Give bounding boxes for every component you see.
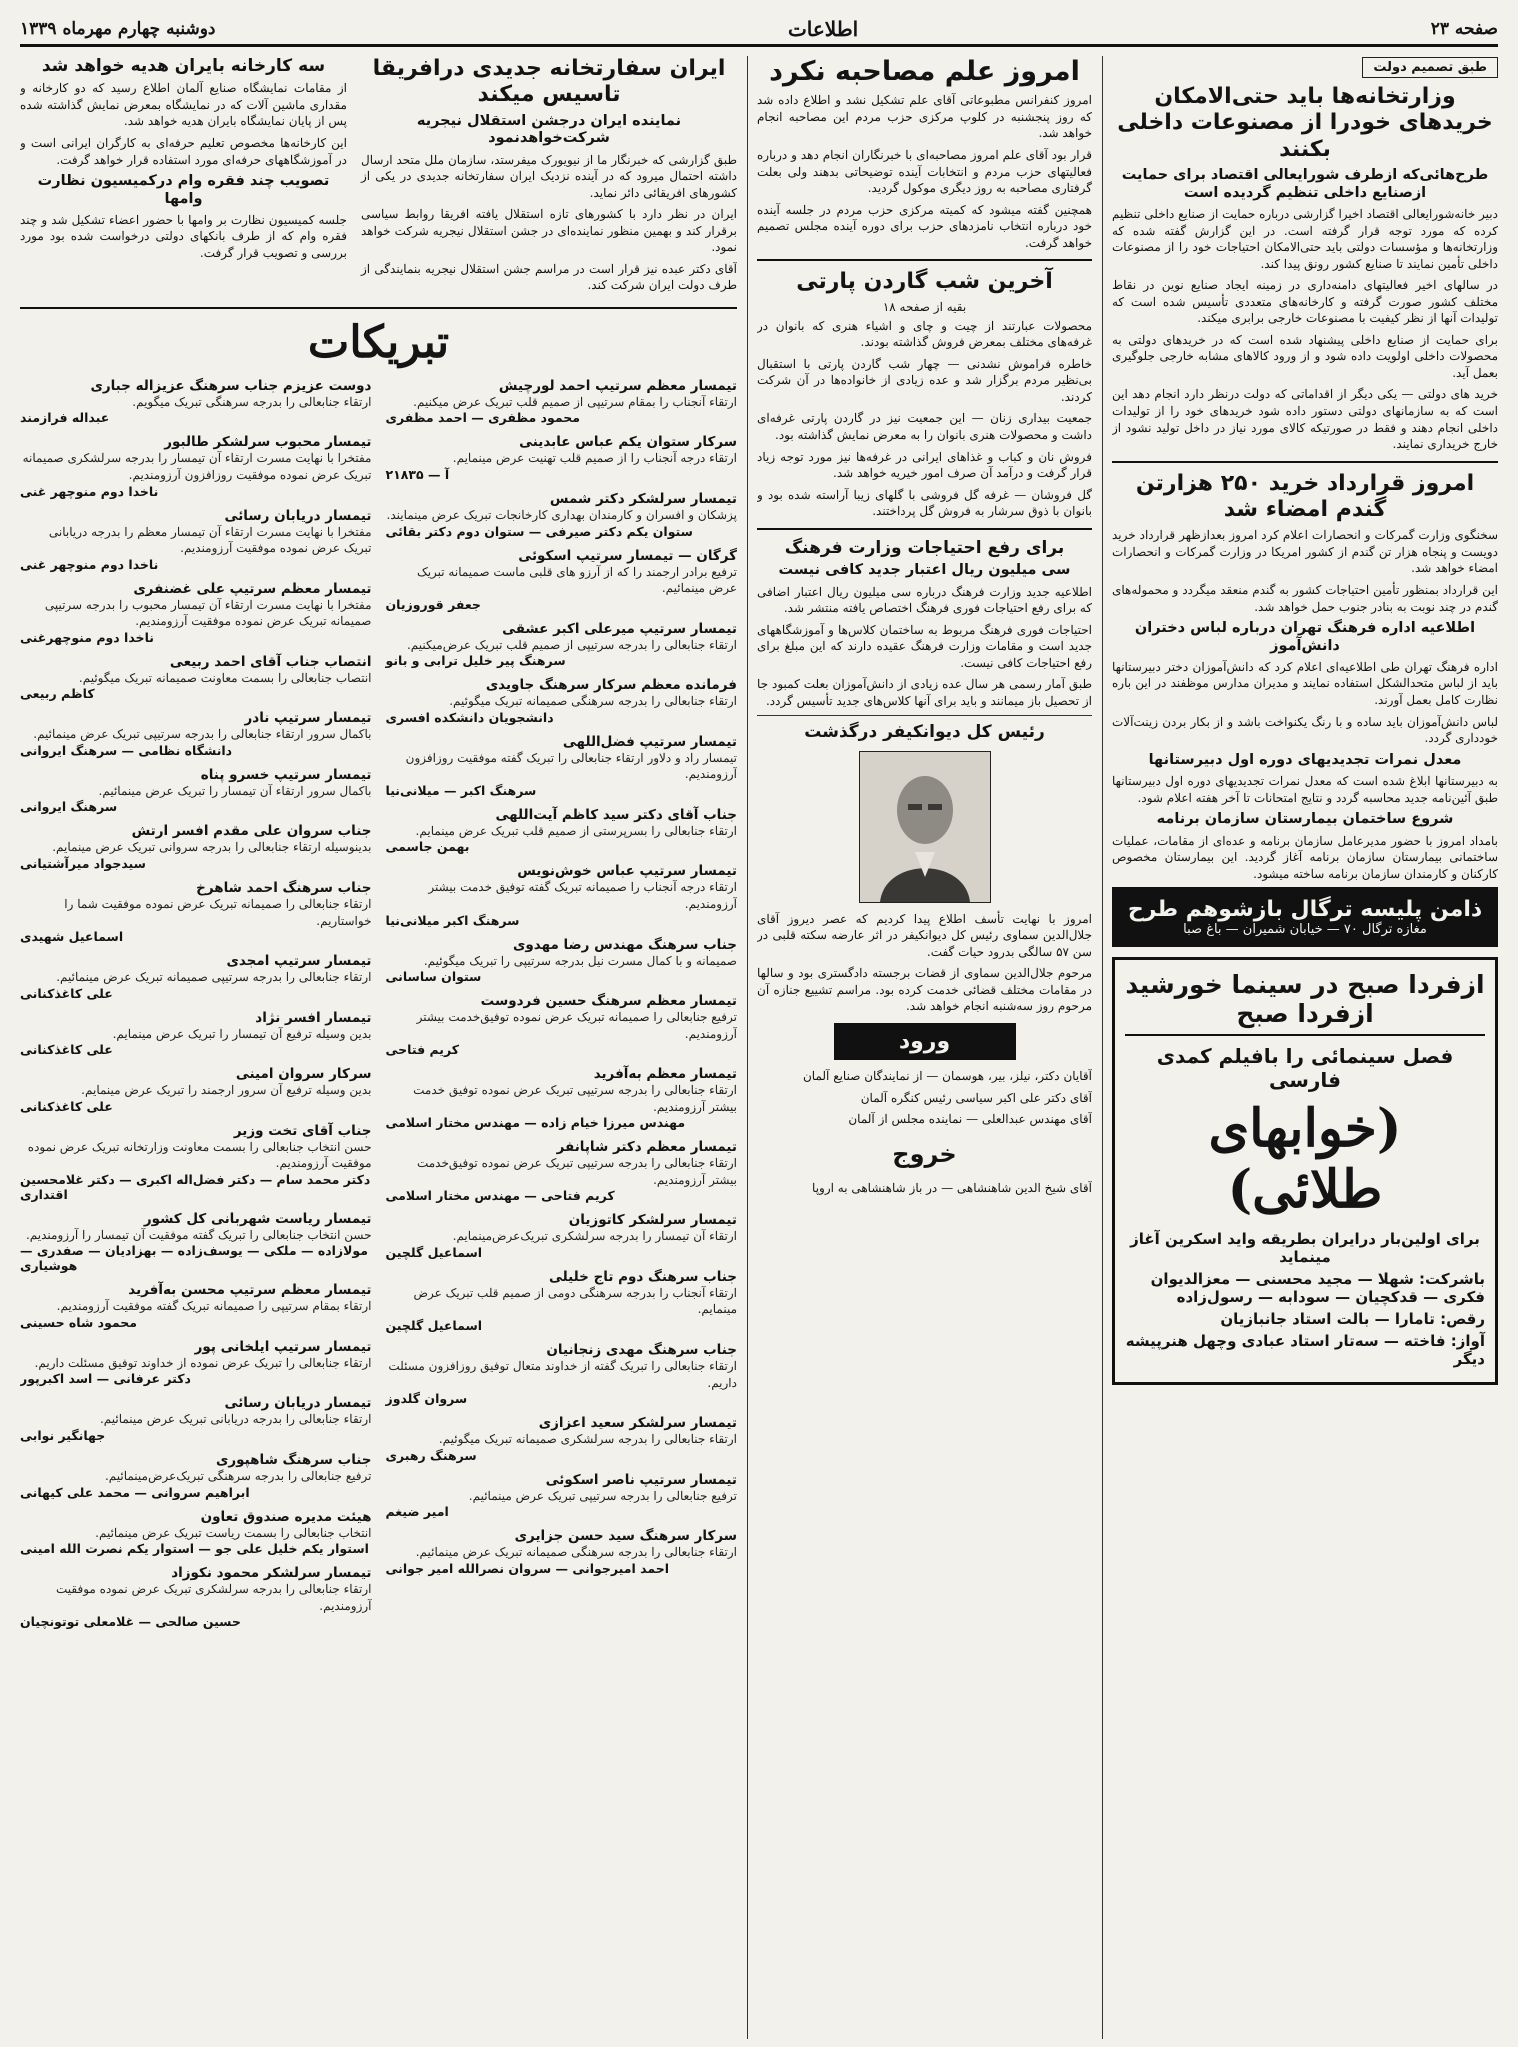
article-paragraph: آقای دکتر عبده نیز قرار است در مراسم جشن استقلال نیجریه بنمایندگی از طرف دولت ایران شرکت کند.: [360, 261, 737, 293]
greeting-message: ارتقاء بمقام سرتیپی را صمیمانه تبریک گفته موفقیت آرزومندیم.: [56, 1299, 372, 1314]
arrivals-label: ورود: [834, 1023, 1016, 1060]
article-paragraph: امروز با نهایت تأسف اطلاع پیدا کردیم که عصر دیروز آقای جلال‌الدین سماوی رئیس کل دیوانکیفر در اثر عارضه سکته قلبی در سن ۵۷ سالگی بدرود حیات گفت.: [757, 911, 1092, 959]
greeting-recipient: تیمسار سرتیپ ایلخانی پور: [194, 1338, 372, 1355]
greeting-signature: دکتر عرفانی — اسد اکبرپور: [20, 1371, 191, 1387]
greeting-signature: جهانگیر نوابی: [20, 1427, 106, 1443]
headline-loans: تصویب چند فقره وام درکمیسیون نظارت وامها: [37, 173, 330, 207]
greeting-recipient: تیمسار سرتیپ فضل‌اللهی: [562, 733, 737, 750]
greeting-item: [20, 1211, 372, 1274]
article-obituary: [757, 911, 1092, 1015]
greeting-signature: سروان گلدوز: [385, 1391, 468, 1407]
greeting-message: ارتقاء درجه آنجناب را از صمیم قلب تهنیت عرض مینمایم.: [452, 451, 737, 466]
cinema-cast: باشرکت: شهلا — مجید محسنی — معزالدیوان فکری — قدکچیان — سودابه — رسول‌زاده: [1150, 1270, 1485, 1307]
greeting-item: [386, 993, 738, 1057]
greeting-recipient: تیمسار محبوب سرلشکر طالبور: [164, 434, 372, 451]
article-paragraph: از مقامات نمایشگاه صنایع آلمان اطلاع رسید که دو کارخانه و مقداری ماشین آلات که در نمایشگاه بمعرض نمایش گذاشته شده پس از پایان نمایشگاه بایران هدیه خواهد شد.: [20, 81, 347, 129]
article-paragraph: قرار بود آقای علم امروز مصاحبه‌ای با خبرنگاران انجام دهد و درباره فعالیتهای حزب مردم و انتخابات آینده توضیحاتی بدهند ولی بعلت گرفتاری مصاحبه به روز دیگری موکول گردید.: [757, 148, 1092, 196]
article-loans: [20, 212, 347, 262]
greeting-item: [20, 1395, 372, 1443]
greeting-signature: اسماعیل گلچین: [385, 1317, 483, 1333]
greeting-message: ترفیع جنابعالی را صمیمانه تبریک عرض نموده توفیق‌خدمت بیشتر آرزومندیم.: [416, 1010, 737, 1041]
article-paragraph: خاطره فراموش نشدنی — چهار شب گاردن پارتی با استقبال بی‌نظیر مردم برگزار شد و عده زیادی از خانواده‌ها در آن شرکت کردند.: [757, 356, 1092, 404]
greeting-message: ارتقاء جنابعالی را بدرجه سرتیپی از صمیم قلب تبریک عرض‌میکنیم.: [406, 637, 737, 652]
greeting-recipient: سرکار سروان امینی: [235, 1066, 372, 1083]
article-africa-embassy: [361, 152, 737, 294]
greeting-signature: علی کاغذکنانی: [20, 985, 113, 1001]
article-paragraph: برای حمایت از صنایع داخلی پیشنهاد شده است که در خریدهای دولتی به محصولات داخلی اولویت داده شود و از ورود کالاهای مشابه خارجی جلوگیری بعمل آید.: [1112, 332, 1498, 380]
subhead-domestic-products: طرح‌هائی‌که ازطرف شورایعالی اقتصاد برای حمایت ازصنایع داخلی تنظیم گردیده است: [1121, 167, 1489, 201]
greeting-item: [386, 1066, 738, 1130]
greeting-item: [20, 654, 372, 702]
greeting-message: پزشکان و افسران و کارمندان بهداری کارخانجات تبریک عرض مینمایند.: [386, 508, 737, 523]
arrivals-list: [757, 1068, 1092, 1128]
article-paragraph: در سالهای اخیر فعالیتهای دامنه‌داری در زمینه ایجاد صنایع نوین در نقاط مختلف کشور صورت گرفته و کارخانه‌های متعددی تأسیس شده است که تولیدات آنها از نظر کیفیت با مصنوعات خارجی برابری میکند.: [1112, 278, 1498, 326]
greeting-signature: سیدجواد میرآشتیانی: [20, 855, 146, 871]
greeting-recipient: تیمسار سرتیپ امجدی: [226, 953, 372, 970]
greeting-signature: سرهنگ اکبر میلانی‌نیا: [385, 912, 520, 928]
greeting-item: [386, 1415, 738, 1463]
issue-date: دوشنبه چهارم مهرماه ۱۳۳۹: [20, 19, 216, 39]
greeting-message: ترفیع جنابعالی را بدرجه سرهنگی تبریک‌عرض‌مینمائیم.: [104, 1468, 372, 1483]
greeting-signature: عبداله فرازمند: [20, 410, 110, 426]
greeting-message: مفتخرا با نهایت مسرت ارتقاء آن تیمسار معظم را بدرجه دریابانی تبریک عرض نموده موفقیت آرزومندیم.: [48, 524, 372, 556]
greeting-message: تیمسار راد و دلاور ارتقاء جنابعالی را تبریک گفته موفقیت روزافزون آرزومندیم.: [405, 750, 737, 782]
greeting-message: مفتخرا با نهایت مسرت ارتقاء آن تیمسار محبوب را بدرجه سرتیپی صمیمانه تبریک عرض نموده موفقیت آرزومندیم.: [44, 597, 372, 629]
article-paragraph: احتیاجات فوری فرهنگ مربوط به ساختمان کلاس‌ها و آموزشگاههای جدید است و مقامات وزارت فرهنگ عقیده دارند که این مبلغ برای رفع احتیاجات کافی نیست.: [757, 622, 1092, 670]
greeting-signature: امیر ضیغم: [385, 1504, 449, 1520]
headline-garden-party: آخرین شب گاردن پارتی: [796, 269, 1053, 295]
greeting-message: ارتقاء جنابعالی را بدرجه سرتیپی تبریک عرض نموده توفیق‌خدمت بیشتر آرزومندیم.: [416, 1156, 737, 1187]
headline-grades: معدل نمرات تجدیدیهای دوره اول دبیرستانها: [1148, 751, 1462, 768]
greeting-recipient: جناب سرهنگ دوم تاج خلیلی: [548, 1268, 737, 1285]
list-item: آقای مهندس عبدالعلی — نماینده مجلس از آلمان: [848, 1112, 1092, 1127]
story-factory-gifts: [20, 56, 347, 299]
greeting-item: [20, 1123, 372, 1202]
list-item: آقای شیخ الدین شاهنشاهی — در باز شاهنشاهی به اروپا: [812, 1180, 1092, 1195]
greeting-signature: علی کاغذکنانی: [20, 1042, 113, 1058]
greeting-item: [20, 508, 372, 572]
headline-school-dress: اطلاعیه اداره فرهنگ تهران درباره لباس دختران دانش‌آموز: [1134, 620, 1476, 654]
article-paragraph: به دبیرستانها ابلاغ شده است که معدل نمرات تجدیدیهای دوره اول دبیرستانها طبق آئین‌نامه جدید محاسبه گردد و نتایج امتحانات تا آخر هفته اعلام شود.: [1112, 774, 1498, 805]
greeting-signature: سرهنگ ایروانی: [20, 799, 118, 815]
greeting-item: [20, 1565, 372, 1629]
greeting-recipient: تیمسار ریاست شهربانی کل کشور: [143, 1210, 372, 1227]
column-rule: [1102, 56, 1103, 2039]
greeting-message: مفتخرا با نهایت مسرت ارتقاء آن تیمسار را بدرجه سرلشکری صمیمانه تبریک عرض نموده موفقیت روزافزون آرزومندیم.: [22, 451, 372, 483]
greeting-message: باکمال سرور ارتقاء آن تیمسار را تبریک عرض مینمائیم.: [98, 783, 372, 798]
greeting-recipient: سرکار ستوان یکم عباس عابدینی: [519, 434, 737, 451]
greeting-recipient: جناب سرهنگ احمد شاهرخ: [196, 879, 372, 896]
greeting-item: [386, 1528, 738, 1576]
article-paragraph: فروش نان و کباب و غذاهای ایرانی در غرفه‌ها نیز مورد توجه زیاد قرار گرفت و درآمد آن صرف امور خیریه خواهد شد.: [757, 449, 1092, 481]
greeting-item: [386, 677, 738, 725]
greeting-item: [20, 823, 372, 871]
article-paragraph: اداره فرهنگ تهران طی اطلاعیه‌ای اعلام کرد که دانش‌آموزان دختر دبیرستانها باید از لباس متحدالشکل استفاده نمایند و مدیران مدارس موظفند در این باره نظارت کامل بعمل آورند.: [1112, 659, 1498, 707]
portrait-photo: [859, 751, 991, 903]
cinema-tagline: برای اولین‌بار درایران بطریقه واید اسکرین آغاز مینماید: [1130, 1230, 1480, 1267]
article-paragraph: لباس دانش‌آموزان باید ساده و با رنگ یکنواخت باشد و از بکار بردن زینت‌آلات خودداری گردد.: [1112, 714, 1498, 746]
greeting-signature: سرهنگ اکبر — میلانی‌نیا: [385, 782, 537, 798]
greeting-signature: علی کاغذکنانی: [20, 1098, 113, 1114]
greeting-recipient: تیمسار سرتیپ خسرو پناه: [200, 766, 372, 783]
headline-factory-gifts: سه کارخانه بایران هدیه خواهد شد: [41, 56, 326, 76]
article-paragraph: سخنگوی وزارت گمرکات و انحصارات اعلام کرد امروز بعدازظهر قرارداد خرید دویست و پنجاه هزار تن گندم از کشور امریکا در وزارت گمرکات و انحصارات امضاء خواهد شد.: [1112, 528, 1498, 576]
greeting-signature: ناخدا دوم منوچهر غنی: [20, 556, 159, 572]
greeting-message: ارتقاء آنجناب را بدرجه سرهنگی دومی از صمیم قلب تبریک عرض مینمایم.: [413, 1285, 737, 1317]
greeting-message: ارتقاء جنابعالی را بدرجه سرتیپی تبریک عرض نموده توفیق خدمت بیشتر آرزومندیم.: [413, 1083, 737, 1114]
greeting-item: [386, 1139, 738, 1203]
list-item: آقایان دکتر، نیلز، بیر، هوسمان — از نمایندگان صنایع آلمان: [802, 1069, 1092, 1083]
list-item: آقای دکتر علی اکبر سیاسی رئیس کنگره آلمان: [860, 1090, 1092, 1105]
article-paragraph: بامداد امروز با حضور مدیرعامل سازمان برنامه و عده‌ای از مقامات، عملیات ساختمانی بیمارستان سازمان برنامه آغاز گردید. این بیمارستان مخصوص کارکنان و کارمندان سازمان برنامه ساخته میشود.: [1112, 833, 1498, 881]
greeting-recipient: تیمسار سرلشکر کاتوزیان: [568, 1212, 737, 1229]
greeting-signature: مهندس میرزا خیام زاده — مهندس مختار اسلامی: [385, 1115, 686, 1131]
greeting-signature: ناخدا دوم منوچهر غنی: [20, 483, 159, 499]
ad-title: ذامن پلیسه ترگال بازشوهم طرح: [1127, 897, 1483, 923]
greeting-recipient: جناب آقای دکتر سید کاظم آیت‌اللهی: [495, 806, 737, 823]
greetings-section: [20, 378, 737, 1638]
cinema-banner: ازفردا صبح در سینما خورشید ازفردا صبح: [1125, 970, 1485, 1036]
cinema-dance: رقص: تامارا — بالت استاد جانبازیان: [1220, 1310, 1485, 1329]
greeting-recipient: جناب سرهنگ مهندس رضا مهدوی: [513, 936, 737, 953]
greeting-item: [386, 807, 738, 855]
headline-hospital: شروع ساختمان بیمارستان سازمان برنامه: [1156, 811, 1454, 828]
greeting-recipient: تیمسار سرلشکر سعید اعزازی: [538, 1415, 737, 1432]
greeting-message: انتصاب جنابعالی را بسمت معاونت صمیمانه تبریک میگوئیم.: [78, 670, 372, 685]
greeting-item: [20, 581, 372, 645]
story-africa-embassy: [361, 56, 737, 299]
greeting-item: [20, 1010, 372, 1058]
column-rule: [747, 56, 748, 2039]
greeting-item: [20, 710, 372, 758]
article-wheat: [1112, 527, 1498, 615]
greeting-signature: محمود مظفری — احمد مظفری: [385, 410, 580, 426]
article-hospital: [1112, 833, 1498, 883]
paper-name: اطلاعات: [787, 17, 859, 41]
greeting-recipient: تیمسار سرلشکر محمود نکوزاد: [171, 1565, 372, 1582]
greeting-signature: مولازاده — ملکی — یوسف‌زاده — بهزادیان — صفدری — هوشیاری: [20, 1243, 368, 1274]
greeting-message: ارتقاء درجه آنجناب را صمیمانه تبریک گفته توفیق خدمت بیشتر آرزومندیم.: [428, 880, 737, 911]
greeting-message: انتخاب جنابعالی را بسمت ریاست تبریک عرض مینمائیم.: [95, 1525, 372, 1540]
article-paragraph: جلسه کمیسیون نظارت بر وامها با حضور اعضاء تشکیل شد و چند فقره وام که از طرف بانکهای دولتی درخواست شده بود مورد بررسی و تصویب قرار گرفت.: [20, 212, 347, 260]
greeting-message: بدینوسیله ارتقاء جنابعالی را بدرجه سروانی تبریک عرض مینمایم.: [52, 840, 372, 855]
greeting-message: ارتقاء آنجناب را بمقام سرتیپی از صمیم قلب تبریک عرض میکنیم.: [413, 394, 737, 409]
cinema-music: آواز: فاخته — سه‌تار استاد عبادی وچهل هنرپیشه دیگر: [1125, 1332, 1485, 1369]
greeting-recipient: تیمسار افسر نژاد: [255, 1009, 372, 1026]
article-paragraph: خرید های دولتی — یکی دیگر از اقداماتی که دولت درنظر دارد انجام دهد این است که به سازمانهای دولتی دستور داده شود خریدهای خود را از تولیدات داخلی انجام دهند و فقط در صورتیکه کالای مورد نیاز در داخل تولید نشود از خارج خریداری نمایند.: [1112, 387, 1498, 452]
greeting-message: ارتقاء جنابعالی را بدرجه سرلشکری صمیمانه تبریک میگوئیم.: [438, 1432, 737, 1447]
column-left: [20, 56, 737, 2041]
column-middle: [757, 56, 1092, 2041]
departures-list: [757, 1180, 1092, 1197]
greeting-signature: بهمن جاسمی: [385, 839, 470, 855]
headline-obituary: رئیس کل دیوانکیفر درگذشت: [804, 722, 1045, 743]
greeting-recipient: تیمسار معظم سرتیپ احمد لورچیش: [498, 377, 737, 394]
cinema-subtitle: فصل سینمائی را بافیلم کمدی فارسی: [1156, 1044, 1454, 1093]
greeting-item: [20, 434, 372, 498]
headline-culture-budget: برای رفع احتیاجات وزارت فرهنگ: [784, 537, 1065, 558]
article-paragraph: طبق گزارشی که خبرنگار ما از نیویورک میفرستد، سازمان ملل متحد ارسال داشته احتمال میرود که در آینده نزدیک ایران سفارتخانه جدیدی در یکی از کشورهای افریقائی دائر نماید.: [360, 152, 737, 200]
greeting-item: [20, 953, 372, 1001]
greeting-signature: دانشگاه نظامی — سرهنگ ایروانی: [20, 742, 233, 758]
greeting-message: حسن انتخاب جنابعالی را بسمت معاونت وزارتخانه تبریک عرض نموده موفقیت آرزومندیم.: [27, 1139, 372, 1171]
greeting-item: [20, 378, 372, 426]
greeting-message: ارتقاء جنابعالی را تبریک عرض نموده از خداوند توفیق مسئلت داریم.: [34, 1355, 372, 1370]
greeting-item: [386, 1212, 738, 1260]
headline-africa-embassy: ایران سفارتخانه جدیدی درافریقا تاسیس میکند: [372, 56, 726, 108]
greeting-recipient: تیمسار سرتیپ عباس خوش‌نویس: [517, 863, 737, 880]
greeting-signature: حسین صالحی — غلامعلی توتونچیان: [20, 1614, 241, 1630]
greeting-message: ارتقاء جنابعالی را بدرجه دریابانی تبریک عرض مینمائیم.: [99, 1412, 372, 1427]
divider: [20, 307, 737, 309]
divider: [1112, 461, 1498, 463]
article-school-dress: [1112, 659, 1498, 747]
article-paragraph: محصولات عبارتند از چیت و چای و اشیاء هنری که بانوان در غرفه‌های مختلف بمعرض فروش گذاشته بودند.: [757, 318, 1092, 350]
ad-tergal-skirts: [1112, 887, 1498, 947]
greeting-message: بدین وسیله ترفیع آن سرور ارجمند را تبریک عرض مینمایم.: [81, 1083, 372, 1098]
greeting-item: [20, 1339, 372, 1387]
greeting-recipient: جناب آقای تخت وزیر: [233, 1122, 372, 1139]
article-paragraph: همچنین گفته میشود که کمیته مرکزی حزب مردم در جلسه آینده خود درباره انتخاب نامزدهای حزب برای دوره آینده مجلس تصمیم خواهد گرفت.: [757, 202, 1092, 250]
greeting-item: [20, 1282, 372, 1330]
greeting-recipient: جناب سرهنگ مهدی زنجانیان: [546, 1341, 737, 1358]
subhead-africa-embassy: نماینده ایران درجشن استقلال نیجریه شرکت‌خواهدنمود: [416, 112, 682, 147]
greeting-signature: ناخدا دوم منوچهرغنی: [20, 629, 154, 645]
continued-from: بقیه از صفحه ۱۸: [882, 299, 967, 314]
greetings-column-left: [20, 378, 372, 1638]
greeting-recipient: تیمسار معظم سرتیپ محسن به‌آفرید: [128, 1282, 372, 1299]
top-stories-row: [20, 56, 737, 299]
greeting-item: [20, 880, 372, 944]
greeting-recipient: تیمسار سرتیپ ناصر اسکوئی: [545, 1471, 737, 1488]
article-alam: [757, 92, 1092, 251]
greeting-recipient: گرگان — تیمسار سرتیپ اسکوئی: [518, 547, 737, 564]
greeting-signature: اسماعیل شهیدی: [20, 929, 124, 945]
article-grades: [1112, 773, 1498, 806]
greeting-recipient: تیمسار سرتیپ نادر: [244, 710, 372, 727]
article-paragraph: اطلاعیه جدید وزارت فرهنگ درباره سی میلیون ریال اعتبار اضافی که برای رفع احتیاجات فوری فرهنگ اختصاص یافته منتشر شد.: [757, 584, 1092, 616]
greeting-message: بدین وسیله ترفیع آن تیمسار را تبریک عرض مینمایم.: [112, 1026, 372, 1041]
greeting-message: ارتقاء جنابعالی را بدرجه سرتیپی صمیمانه تبریک عرض مینمائیم.: [56, 970, 372, 985]
article-factory-gifts: [20, 80, 347, 168]
greeting-message: ترفیع برادر ارجمند را که از آرزو های قلبی ماست صمیمانه تبریک عرض مینمائیم.: [416, 564, 737, 596]
greeting-signature: محمود شاه حسینی: [20, 1314, 138, 1330]
greeting-recipient: تیمسار معظم سرتیپ علی غضنفری: [133, 580, 372, 597]
article-paragraph: این کارخانه‌ها مخصوص تعلیم حرفه‌ای به کارگران ایرانی است و در آموزشگاههای حرفه‌ای مورد استفاده قرار خواهد گرفت.: [20, 136, 347, 167]
greeting-signature: ستوان ساسانی: [385, 969, 482, 985]
greeting-item: [386, 863, 738, 927]
greeting-message: ارتقاء جنابعالی را بدرجه سرهنگی صمیمانه تبریک میگوئیم.: [449, 694, 737, 709]
greeting-item: [386, 734, 738, 798]
greeting-message: ارتقاء جنابعالی را تبریک گفته از خداوند متعال توفیق روزافزون مسئلت داریم.: [388, 1358, 737, 1390]
greeting-item: [20, 1066, 372, 1114]
greeting-signature: احمد امیرجوانی — سروان نصرالله امیر جوانی: [385, 1560, 669, 1576]
greeting-signature: دکتر محمد سام — دکتر فضل‌اله اکبری — دکتر غلامحسین اقتداری: [20, 1171, 371, 1202]
ad-cinema-khorshid: [1112, 957, 1498, 1385]
article-domestic-products: [1112, 206, 1498, 453]
article-paragraph: طبق آمار رسمی هر سال عده زیادی از دانش‌آموزان بعلت کمبود جا از تحصیل باز میمانند و باید برای آنها کلاس‌های جدید تأسیس گردد.: [757, 677, 1092, 708]
subhead-culture-budget: سی میلیون ریال اعتبار جدید کافی نیست: [778, 562, 1071, 579]
greeting-recipient: تیمسار سرتیپ میرعلی اکبر عشقی: [502, 620, 737, 637]
greeting-recipient: تیمسار دریابان رسائی: [224, 507, 372, 524]
greeting-signature: سرهنگ رهبری: [385, 1447, 477, 1463]
masthead: [20, 14, 1498, 47]
column-right: [1112, 56, 1498, 2041]
departures-label: خروج: [892, 1139, 957, 1168]
article-paragraph: گل فروشان — غرفه گل فروشی با گلهای زیبا آراسته شده بود و بانوان با ذوق سرشار به فروش گل پرداختند.: [757, 487, 1092, 519]
greeting-recipient: فرمانده معظم سرکار سرهنگ جاویدی: [485, 677, 737, 694]
greeting-item: [386, 937, 738, 985]
greeting-recipient: تیمسار معظم دکتر شاپانفر: [556, 1139, 737, 1156]
greeting-item: [386, 491, 738, 539]
greeting-recipient: جناب سروان علی مقدم افسر ارتش: [131, 823, 372, 840]
greeting-message: حسن انتخاب جنابعالی را تبریک گفته موفقیت آن تیمسار را آرزومندیم.: [25, 1227, 372, 1242]
greeting-item: [386, 1342, 738, 1406]
greetings-title: تبریکات: [307, 316, 450, 368]
greeting-item: [386, 1472, 738, 1520]
greeting-message: ارتقاء جنابعالی را بدرجه سرلشکری تبریک عرض نموده موفقیت آرزومندیم.: [56, 1582, 372, 1613]
greeting-signature: ابراهیم سروانی — محمد علی کیهانی: [20, 1484, 250, 1500]
article-paragraph: دبیر خانه‌شورایعالی اقتصاد اخیرا گزارشی درباره حمایت از صنایع داخلی تنظیم کرده که مورد توجه قرار گرفته است. در این گزارش گفته شده که وزارتخانه‌ها و مؤسسات دولتی باید حتی‌الامکان احتیاجات خود را از مصنوعات داخلی تأمین نمایند تا صنایع کشور رونق پیدا کند.: [1112, 206, 1498, 271]
greeting-item: [20, 767, 372, 815]
greeting-recipient: جناب سرهنگ شاهپوری: [216, 1451, 372, 1468]
greeting-item: [386, 378, 738, 426]
greeting-signature: اسماعیل گلچین: [385, 1244, 483, 1260]
greeting-message: ارتقاء جنابعالی را بدرجه سرهنگی صمیمانه تبریک عرض مینمائیم.: [415, 1545, 737, 1560]
article-paragraph: مرحوم جلال‌الدین سماوی از قضات برجسته دادگستری بود و سالها در مقامات مختلف قضائی خدمت کرده بود. مراسم تشییع جنازه آن مرحوم روز سه‌شنبه انجام خواهد شد.: [757, 966, 1092, 1014]
article-paragraph: جمعیت بیداری زنان — این جمعیت نیز در گاردن پارتی غرفه‌ای داشت و محصولات هنری بانوان را به معرض نمایش گذاشته بود.: [757, 411, 1092, 442]
headline-wheat-contract: امروز قرارداد خرید ۲۵۰ هزارتن گندم امضاء شد: [1135, 470, 1475, 522]
article-culture-budget: [757, 584, 1092, 710]
divider: [757, 259, 1092, 261]
article-paragraph: این قرارداد بمنظور تأمین احتیاجات کشور به گندم منعقد میگردد و محموله‌های گندم در چند نوبت به بنادر جنوب حمل خواهد شد.: [1112, 583, 1498, 614]
greeting-signature: کریم فتاحی — مهندس مختار اسلامی: [385, 1188, 615, 1204]
greeting-signature: آ — ۲۱۸۳۵: [385, 467, 450, 483]
greeting-message: باکمال سرور ارتقاء جنابعالی را بدرجه سرتیپی تبریک عرض مینمائیم.: [33, 727, 372, 742]
greeting-item: [386, 1269, 738, 1333]
divider: [757, 528, 1092, 530]
greeting-signature: سرهنگ پیر خلیل ترابی و بانو: [385, 653, 566, 669]
greeting-recipient: دوست عزیزم جناب سرهنگ عزیزاله جباری: [90, 377, 372, 394]
ad-address: مغازه ترگال ۷۰ — خیابان شمیران — باغ صبا: [1183, 922, 1427, 938]
greetings-column-right: [386, 378, 738, 1638]
greeting-signature: کریم فتاحی: [385, 1042, 460, 1058]
greeting-message: ارتقاء جنابعالی را بدرجه سرهنگی تبریک میگویم.: [132, 394, 372, 409]
greeting-message: ارتقاء جنابعالی را صمیمانه تبریک عرض نموده موفقیت شما را خواستاریم.: [64, 896, 372, 928]
greeting-signature: کاظم ربیعی: [20, 686, 95, 702]
greeting-item: [386, 621, 738, 669]
greeting-recipient: سرکار سرهنگ سید حسن جزایری: [514, 1528, 737, 1545]
greeting-recipient: تیمسار دریابان رسائی: [224, 1395, 372, 1412]
page-number: صفحه ۲۳: [1430, 19, 1498, 39]
article-paragraph: ایران در نظر دارد با کشورهای تازه استقلال یافته افریقا روابط سیاسی برقرار کند و بهمین منظور نماینده‌ای در جشن استقلال نیجریه شرکت خواهد نمود.: [360, 207, 737, 255]
divider: [757, 715, 1092, 716]
greeting-recipient: تیمسار معظم سرهنگ حسین فردوست: [480, 993, 737, 1010]
greeting-message: ترفیع جنابعالی را بدرجه سرتیپی تبریک عرض مینمائیم.: [468, 1488, 737, 1503]
portrait-image: [860, 752, 990, 902]
headline-alam-interview: امروز علم مصاحبه نکرد: [769, 56, 1080, 87]
greeting-signature: جعفر قوروزیان: [385, 596, 481, 612]
greeting-message: صمیمانه و با کمال مسرت نیل بدرجه سرتیپی را تبریک میگوئیم.: [423, 953, 737, 968]
article-paragraph: امروز کنفرانس مطبوعاتی آقای علم تشکیل نشد و اطلاع داده شد که روز پنجشنبه در کلوپ مرکزی حزب مردم این مصاحبه انجام خواهد شد.: [757, 93, 1092, 141]
greeting-message: ارتقاء آن تیمسار را بدرجه سرلشکری تبریک‌عرض‌مینمایم.: [452, 1229, 737, 1244]
kicker-label: طبق تصمیم دولت: [1362, 57, 1498, 78]
greeting-recipient: هیئت مدیره صندوق تعاون: [200, 1508, 372, 1525]
greeting-item: [386, 434, 738, 482]
greeting-signature: ستوان یکم دکتر صیرفی — ستوان دوم دکتر بقائی: [385, 523, 693, 539]
article-garden-party: [757, 318, 1092, 520]
greeting-item: [20, 1509, 372, 1557]
greeting-signature: استوار یکم خلیل علی جو — استوار یکم نصرت الله امینی: [20, 1541, 369, 1557]
greeting-signature: دانشجویان دانشکده افسری: [385, 709, 554, 725]
greeting-message: ارتقاء جنابعالی را بسرپرستی از صمیم قلب تبریک عرض مینمایم.: [415, 823, 737, 838]
greeting-recipient: انتصاب جناب آقای احمد ربیعی: [169, 653, 372, 670]
headline-domestic-products: وزارتخانه‌ها باید حتی‌الامکان خریدهای خودرا از مصنوعات داخلی بکنند: [1117, 84, 1493, 162]
greeting-recipient: تیمسار معظم به‌آفرید: [593, 1066, 737, 1083]
greeting-item: [20, 1452, 372, 1500]
greeting-recipient: تیمسار سرلشکر دکتر شمس: [549, 491, 737, 508]
cinema-film-title: (خوابهای طلائی): [1208, 1098, 1402, 1221]
greeting-item: [386, 548, 738, 612]
